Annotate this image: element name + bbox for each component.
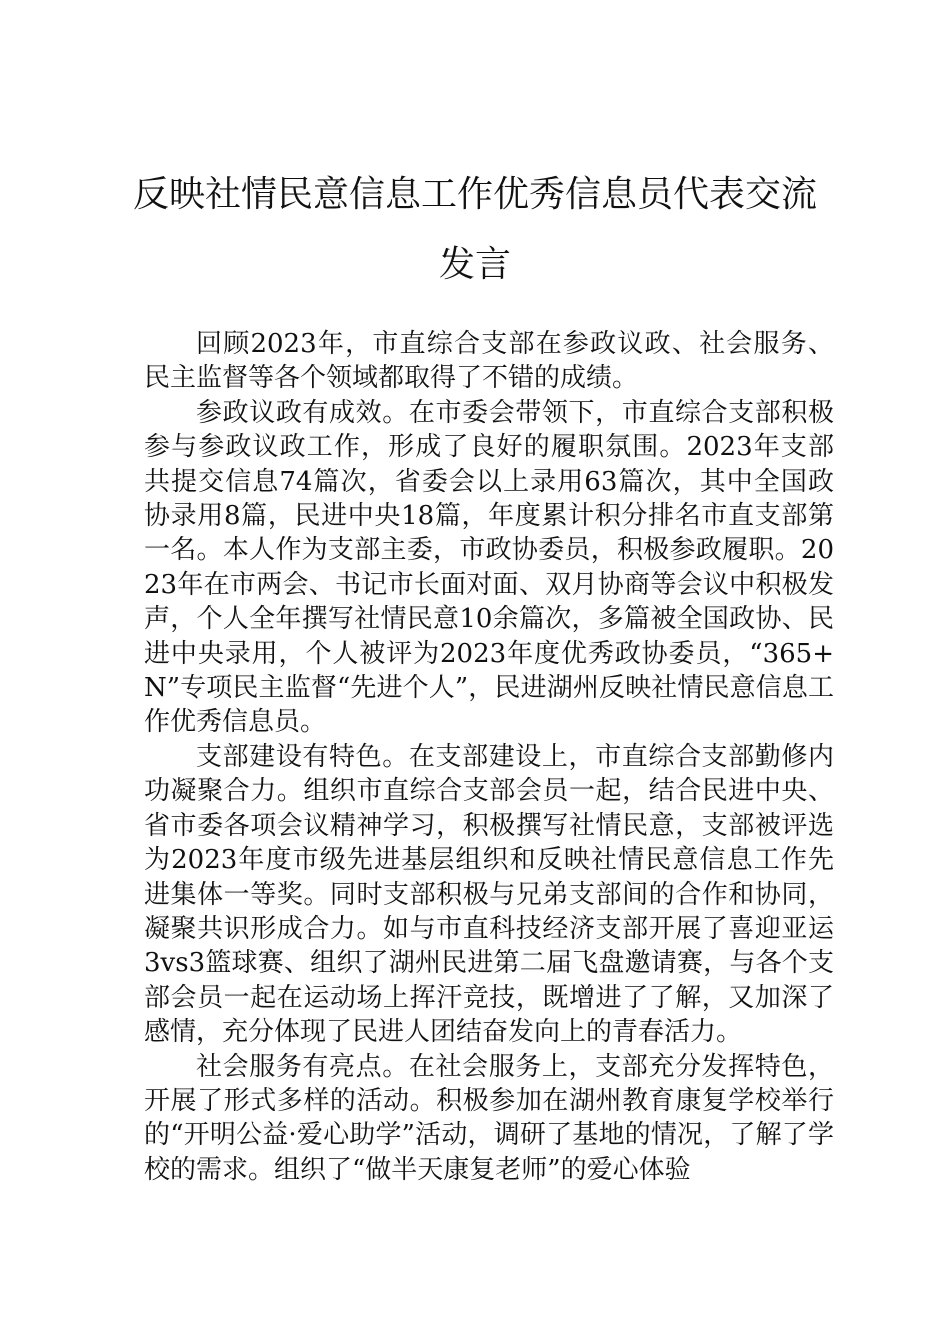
paragraph-intro: 回顾2023年，市直综合支部在参政议政、社会服务、民主监督等各个领域都取得了不错的成绩。 xyxy=(144,329,834,394)
paragraph-social-service: 社会服务有亮点。在社会服务上，支部充分发挥特色，开展了形式多样的活动。积极参加在湖州教育康复学校举行的“开明公益·爱心助学”活动，调研了基地的情况，了解了学校的需求。组织了“做半天康复老师”的爱心体验 xyxy=(144,1051,834,1185)
paragraph-branch-building: 支部建设有特色。在支部建设上，市直综合支部勤修内功凝聚合力。组织市直综合支部会员一起，结合民进中央、省市委各项会议精神学习，积极撰写社情民意，支部被评选为2023年度市级先进基层组织和反映社情民意信息工作先进集体一等奖。同时支部积极与兄弟支部间的合作和协同，凝聚共识形成合力。如与市直科技经济支部开展了喜迎亚运3vs3篮球赛、组织了湖州民进第二届飞盘邀请赛，与各个支部会员一起在运动场上挥汗竞技，既增进了了解，又加深了感情，充分体现了民进人团结奋发向上的青春活力。 xyxy=(144,741,834,1048)
document-body xyxy=(144,327,834,1187)
document-title: 反映社情民意信息工作优秀信息员代表交流发言 xyxy=(132,174,817,285)
paragraph-political-participation: 参政议政有成效。在市委会带领下，市直综合支部积极参与参政议政工作，形成了良好的履职氛围。2023年支部共提交信息74篇次，省委会以上录用63篇次，其中全国政协录用8篇，民进中央18篇，年度累计积分排名市直支部第一名。本人作为支部主委，市政协委员，积极参政履职。2023年在市两会、书记市长面对面、双月协商等会议中积极发声，个人全年撰写社情民意10余篇次，多篇被全国政协、民进中央录用，个人被评为2023年度优秀政协委员，“365+N”专项民主监督“先进个人”，民进湖州反映社情民意信息工作优秀信息员。 xyxy=(144,397,834,738)
